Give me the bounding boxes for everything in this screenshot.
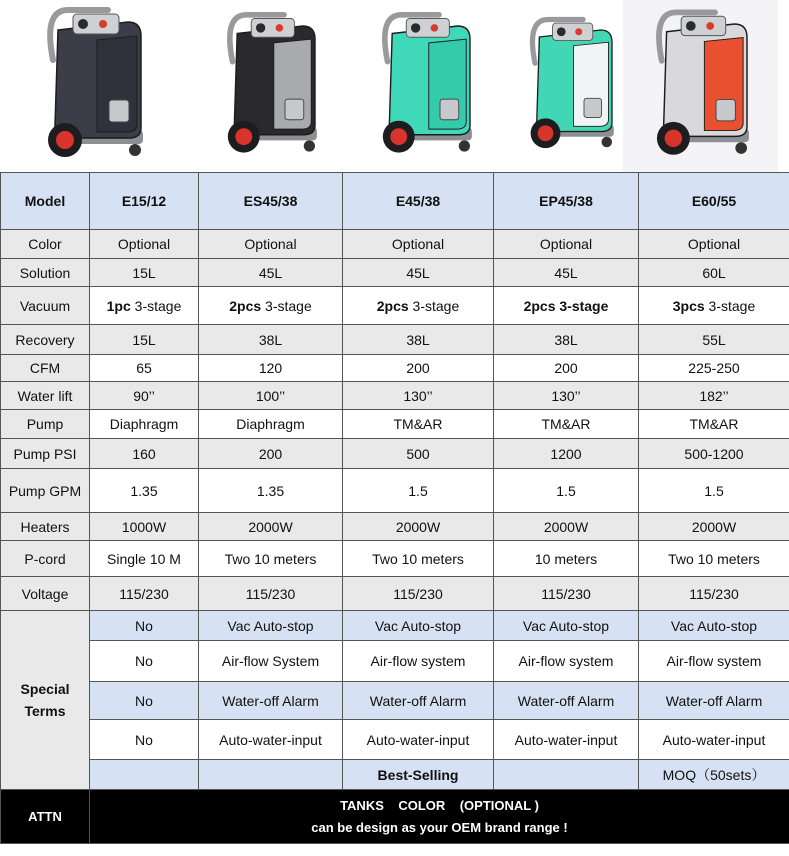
spec-value — [639, 287, 789, 325]
vacuum-type: 3-stage — [408, 297, 460, 314]
spec-value: 1.35 — [199, 469, 343, 513]
spec-value: 45L — [494, 259, 639, 287]
special-term-value: Vac Auto-stop — [199, 611, 343, 641]
special-term-value — [199, 760, 343, 790]
valve-box — [440, 99, 459, 120]
spec-value: 160 — [90, 439, 199, 469]
spec-value: 1.5 — [343, 469, 494, 513]
machine-image-es45-38 — [195, 0, 345, 172]
special-term-value: No — [90, 611, 199, 641]
spec-row — [1, 469, 789, 513]
spec-table — [0, 172, 789, 844]
row-label-model: Model — [1, 173, 90, 230]
spec-row — [1, 230, 789, 259]
special-term-value: Water-off Alarm — [639, 682, 789, 720]
special-term-row — [1, 641, 789, 682]
spec-value: 45L — [343, 259, 494, 287]
spec-value: 45L — [199, 259, 343, 287]
spec-value: 38L — [494, 325, 639, 355]
row-label: Pump GPM — [1, 469, 90, 513]
row-label: Solution — [1, 259, 90, 287]
spec-value: 2000W — [343, 513, 494, 541]
machine-image-e60-55 — [623, 0, 778, 172]
special-term-value: No — [90, 682, 199, 720]
gauge-icon — [557, 27, 566, 36]
special-term-value: Auto-water-input — [199, 720, 343, 760]
spec-value: Diaphragm — [199, 410, 343, 439]
special-term-value: Air-flow system — [343, 641, 494, 682]
spec-value: 1.35 — [90, 469, 199, 513]
spec-value: 15L — [90, 325, 199, 355]
row-label: Recovery — [1, 325, 90, 355]
spec-value: 182’’ — [639, 382, 789, 410]
special-term-value: Air-flow system — [494, 641, 639, 682]
caster-icon — [304, 140, 315, 151]
spec-value — [343, 287, 494, 325]
spec-value: Single 10 M — [90, 541, 199, 577]
spec-value: 1000W — [90, 513, 199, 541]
attn-line-1: TANKS COLOR (OPTIONAL ) — [340, 797, 539, 813]
special-term-value: Auto-water-input — [494, 720, 639, 760]
wheel-hub — [56, 131, 74, 149]
valve-box — [109, 100, 129, 122]
spec-value: 100’’ — [199, 382, 343, 410]
switch-icon — [706, 22, 714, 30]
machine-image-ep45-38 — [500, 0, 640, 172]
special-term-value: Auto-water-input — [343, 720, 494, 760]
attn-line-2: can be design as your OEM brand range ! — [311, 819, 568, 835]
special-term-value: Air-flow System — [199, 641, 343, 682]
spec-row — [1, 382, 789, 410]
spec-value: 200 — [199, 439, 343, 469]
vacuum-type: 3-stage — [704, 297, 756, 314]
spec-value — [494, 287, 639, 325]
spec-value: 120 — [199, 355, 343, 382]
row-label: P-cord — [1, 541, 90, 577]
special-term-value: Best-Selling — [343, 760, 494, 790]
row-label: Heaters — [1, 513, 90, 541]
spec-value: TM&AR — [494, 410, 639, 439]
spec-value — [90, 287, 199, 325]
caster-icon — [602, 137, 613, 148]
spec-value: 2000W — [494, 513, 639, 541]
spec-value: 2000W — [199, 513, 343, 541]
special-term-row — [1, 682, 789, 720]
spec-row — [1, 259, 789, 287]
spec-row — [1, 513, 789, 541]
attn-note — [90, 790, 789, 844]
gauge-icon — [78, 19, 88, 29]
spec-value: Two 10 meters — [343, 541, 494, 577]
special-term-value: MOQ（50sets） — [639, 760, 789, 790]
model-row — [1, 173, 789, 230]
row-label: Pump — [1, 410, 90, 439]
spec-value: 90’’ — [90, 382, 199, 410]
spec-value: 60L — [639, 259, 789, 287]
spec-value: 500 — [343, 439, 494, 469]
spec-value: 1200 — [494, 439, 639, 469]
special-term-value: No — [90, 641, 199, 682]
spec-row — [1, 410, 789, 439]
spec-value: TM&AR — [343, 410, 494, 439]
spec-value: 38L — [343, 325, 494, 355]
switch-icon — [431, 24, 439, 32]
special-term-row — [1, 720, 789, 760]
spec-value — [199, 287, 343, 325]
gauge-icon — [256, 23, 265, 32]
spec-value: 65 — [90, 355, 199, 382]
wheel-hub — [665, 130, 682, 147]
vacuum-count: 2pcs 3-stage — [523, 297, 609, 314]
special-term-value: No — [90, 720, 199, 760]
wheel-hub — [390, 128, 407, 145]
spec-value: 1.5 — [639, 469, 789, 513]
spec-row — [1, 355, 789, 382]
spec-value: Two 10 meters — [639, 541, 789, 577]
spec-value: 38L — [199, 325, 343, 355]
spec-value: Optional — [199, 230, 343, 259]
spec-value: 1.5 — [494, 469, 639, 513]
valve-box — [285, 99, 304, 120]
gauge-icon — [411, 23, 420, 32]
vacuum-count: 2pcs — [229, 297, 262, 314]
product-images — [0, 0, 789, 172]
valve-box — [716, 100, 735, 121]
spec-value: 115/230 — [199, 577, 343, 611]
vacuum-count: 1pc — [106, 297, 131, 314]
row-label-special-terms: Special Terms — [1, 611, 90, 790]
spec-value: 200 — [494, 355, 639, 382]
special-term-value: Water-off Alarm — [494, 682, 639, 720]
special-term-value: Air-flow system — [639, 641, 789, 682]
spec-value: 200 — [343, 355, 494, 382]
switch-icon — [575, 28, 582, 35]
caster-icon — [129, 144, 141, 156]
spec-row — [1, 577, 789, 611]
spec-value: 115/230 — [639, 577, 789, 611]
spec-value: 2000W — [639, 513, 789, 541]
spec-row — [1, 541, 789, 577]
row-label: Vacuum — [1, 287, 90, 325]
special-term-value: Water-off Alarm — [343, 682, 494, 720]
vacuum-type: 3-stage — [261, 297, 312, 314]
caster-icon — [459, 140, 470, 151]
special-term-value — [494, 760, 639, 790]
valve-box — [584, 98, 602, 117]
spec-row — [1, 439, 789, 469]
model-name: E60/55 — [639, 173, 789, 230]
special-term-row — [1, 760, 789, 790]
wheel-hub — [538, 125, 554, 141]
spec-value: 115/230 — [494, 577, 639, 611]
model-name: E15/12 — [90, 173, 199, 230]
row-label: Pump PSI — [1, 439, 90, 469]
model-name: E45/38 — [343, 173, 494, 230]
spec-value: Optional — [90, 230, 199, 259]
spec-value: Optional — [343, 230, 494, 259]
attn-row — [1, 790, 789, 844]
vacuum-count: 2pcs — [376, 297, 409, 314]
row-label: Water lift — [1, 382, 90, 410]
spec-value: 115/230 — [343, 577, 494, 611]
row-label: Color — [1, 230, 90, 259]
row-label: CFM — [1, 355, 90, 382]
spec-value: 55L — [639, 325, 789, 355]
row-label: Voltage — [1, 577, 90, 611]
special-term-value: Water-off Alarm — [199, 682, 343, 720]
model-name: EP45/38 — [494, 173, 639, 230]
attn-label: ATTN — [1, 790, 90, 844]
special-term-value: Vac Auto-stop — [494, 611, 639, 641]
spec-row — [1, 287, 789, 325]
special-term-row — [1, 611, 789, 641]
vacuum-type: 3-stage — [130, 297, 182, 314]
switch-icon — [99, 20, 107, 28]
spec-value: 15L — [90, 259, 199, 287]
caster-icon — [735, 142, 747, 154]
spec-value: 500-1200 — [639, 439, 789, 469]
spec-value: 130’’ — [494, 382, 639, 410]
wheel-hub — [235, 128, 252, 145]
machine-image-e45-38 — [350, 0, 500, 172]
spec-value: Optional — [494, 230, 639, 259]
spec-value: Two 10 meters — [199, 541, 343, 577]
gauge-icon — [686, 21, 696, 31]
spec-value: 10 meters — [494, 541, 639, 577]
special-term-value: Vac Auto-stop — [343, 611, 494, 641]
special-term-value — [90, 760, 199, 790]
switch-icon — [276, 24, 284, 32]
spec-value: Diaphragm — [90, 410, 199, 439]
spec-value: 130’’ — [343, 382, 494, 410]
model-name: ES45/38 — [199, 173, 343, 230]
spec-value: 115/230 — [90, 577, 199, 611]
special-term-value: Auto-water-input — [639, 720, 789, 760]
special-term-value: Vac Auto-stop — [639, 611, 789, 641]
spec-value: Optional — [639, 230, 789, 259]
vacuum-count: 3pcs — [672, 297, 705, 314]
spec-row — [1, 325, 789, 355]
spec-value: TM&AR — [639, 410, 789, 439]
machine-image-e15-12 — [8, 0, 178, 172]
spec-value: 225-250 — [639, 355, 789, 382]
